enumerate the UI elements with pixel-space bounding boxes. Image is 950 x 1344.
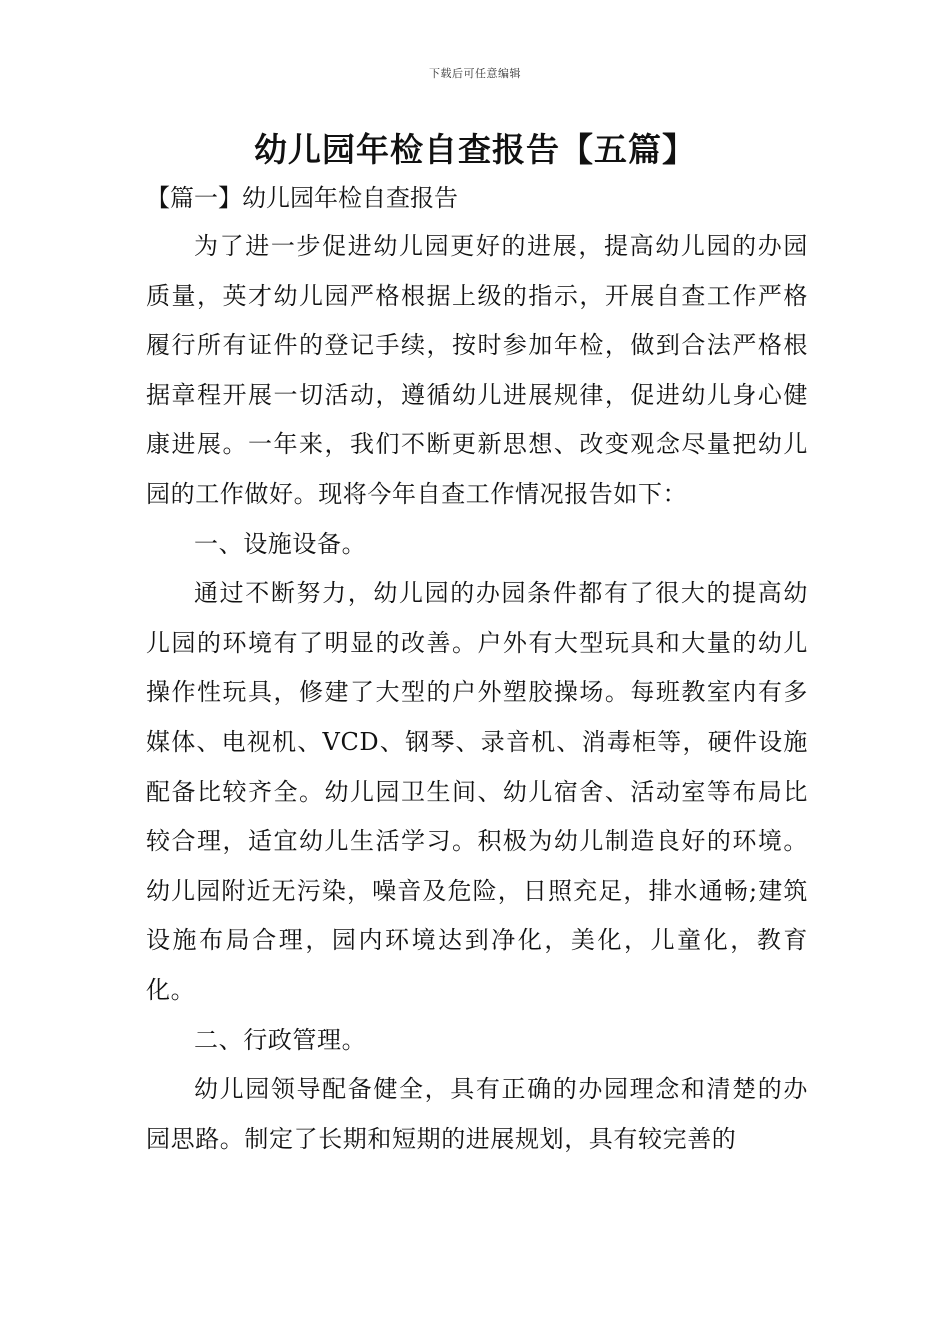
document-body	[146, 222, 808, 1164]
heading-administration: 二、行政管理。	[194, 1025, 367, 1054]
heading-facilities: 一、设施设备。	[194, 529, 367, 558]
section-title: 【篇一】幼儿园年检自查报告	[146, 184, 458, 212]
paragraph-facilities: 通过不断努力，幼儿园的办园条件都有了很大的提高幼儿园的环境有了明显的改善。户外有大型玩具和大量的幼儿操作性玩具，修建了大型的户外塑胶操场。每班教室内有多媒体、电视机、VCD、钢琴、录音机、消毒柜等，硬件设施配备比较齐全。幼儿园卫生间、幼儿宿舍、活动室等布局比较合理，适宜幼儿生活学习。积极为幼儿制造良好的环境。幼儿园附近无污染，噪音及危险，日照充足，排水通畅;建筑设施布局合理，园内环境达到净化，美化，儿童化，教育化。	[146, 579, 808, 1004]
paragraph-intro: 为了进一步促进幼儿园更好的进展，提高幼儿园的办园质量，英才幼儿园严格根据上级的指示，开展自查工作严格履行所有证件的登记手续，按时参加年检，做到合法严格根据章程开展一切活动，遵循幼儿进展规律，促进幼儿身心健康进展。一年来，我们不断更新思想、改变观念尽量把幼儿园的工作做好。现将今年自查工作情况报告如下：	[146, 232, 808, 508]
document-title: 幼儿园年检自查报告【五篇】	[254, 130, 696, 169]
paragraph-administration: 幼儿园领导配备健全，具有正确的办园理念和清楚的办园思路。制定了长期和短期的进展规划，具有较完善的	[146, 1075, 808, 1153]
header-note: 下载后可任意编辑	[429, 67, 521, 80]
